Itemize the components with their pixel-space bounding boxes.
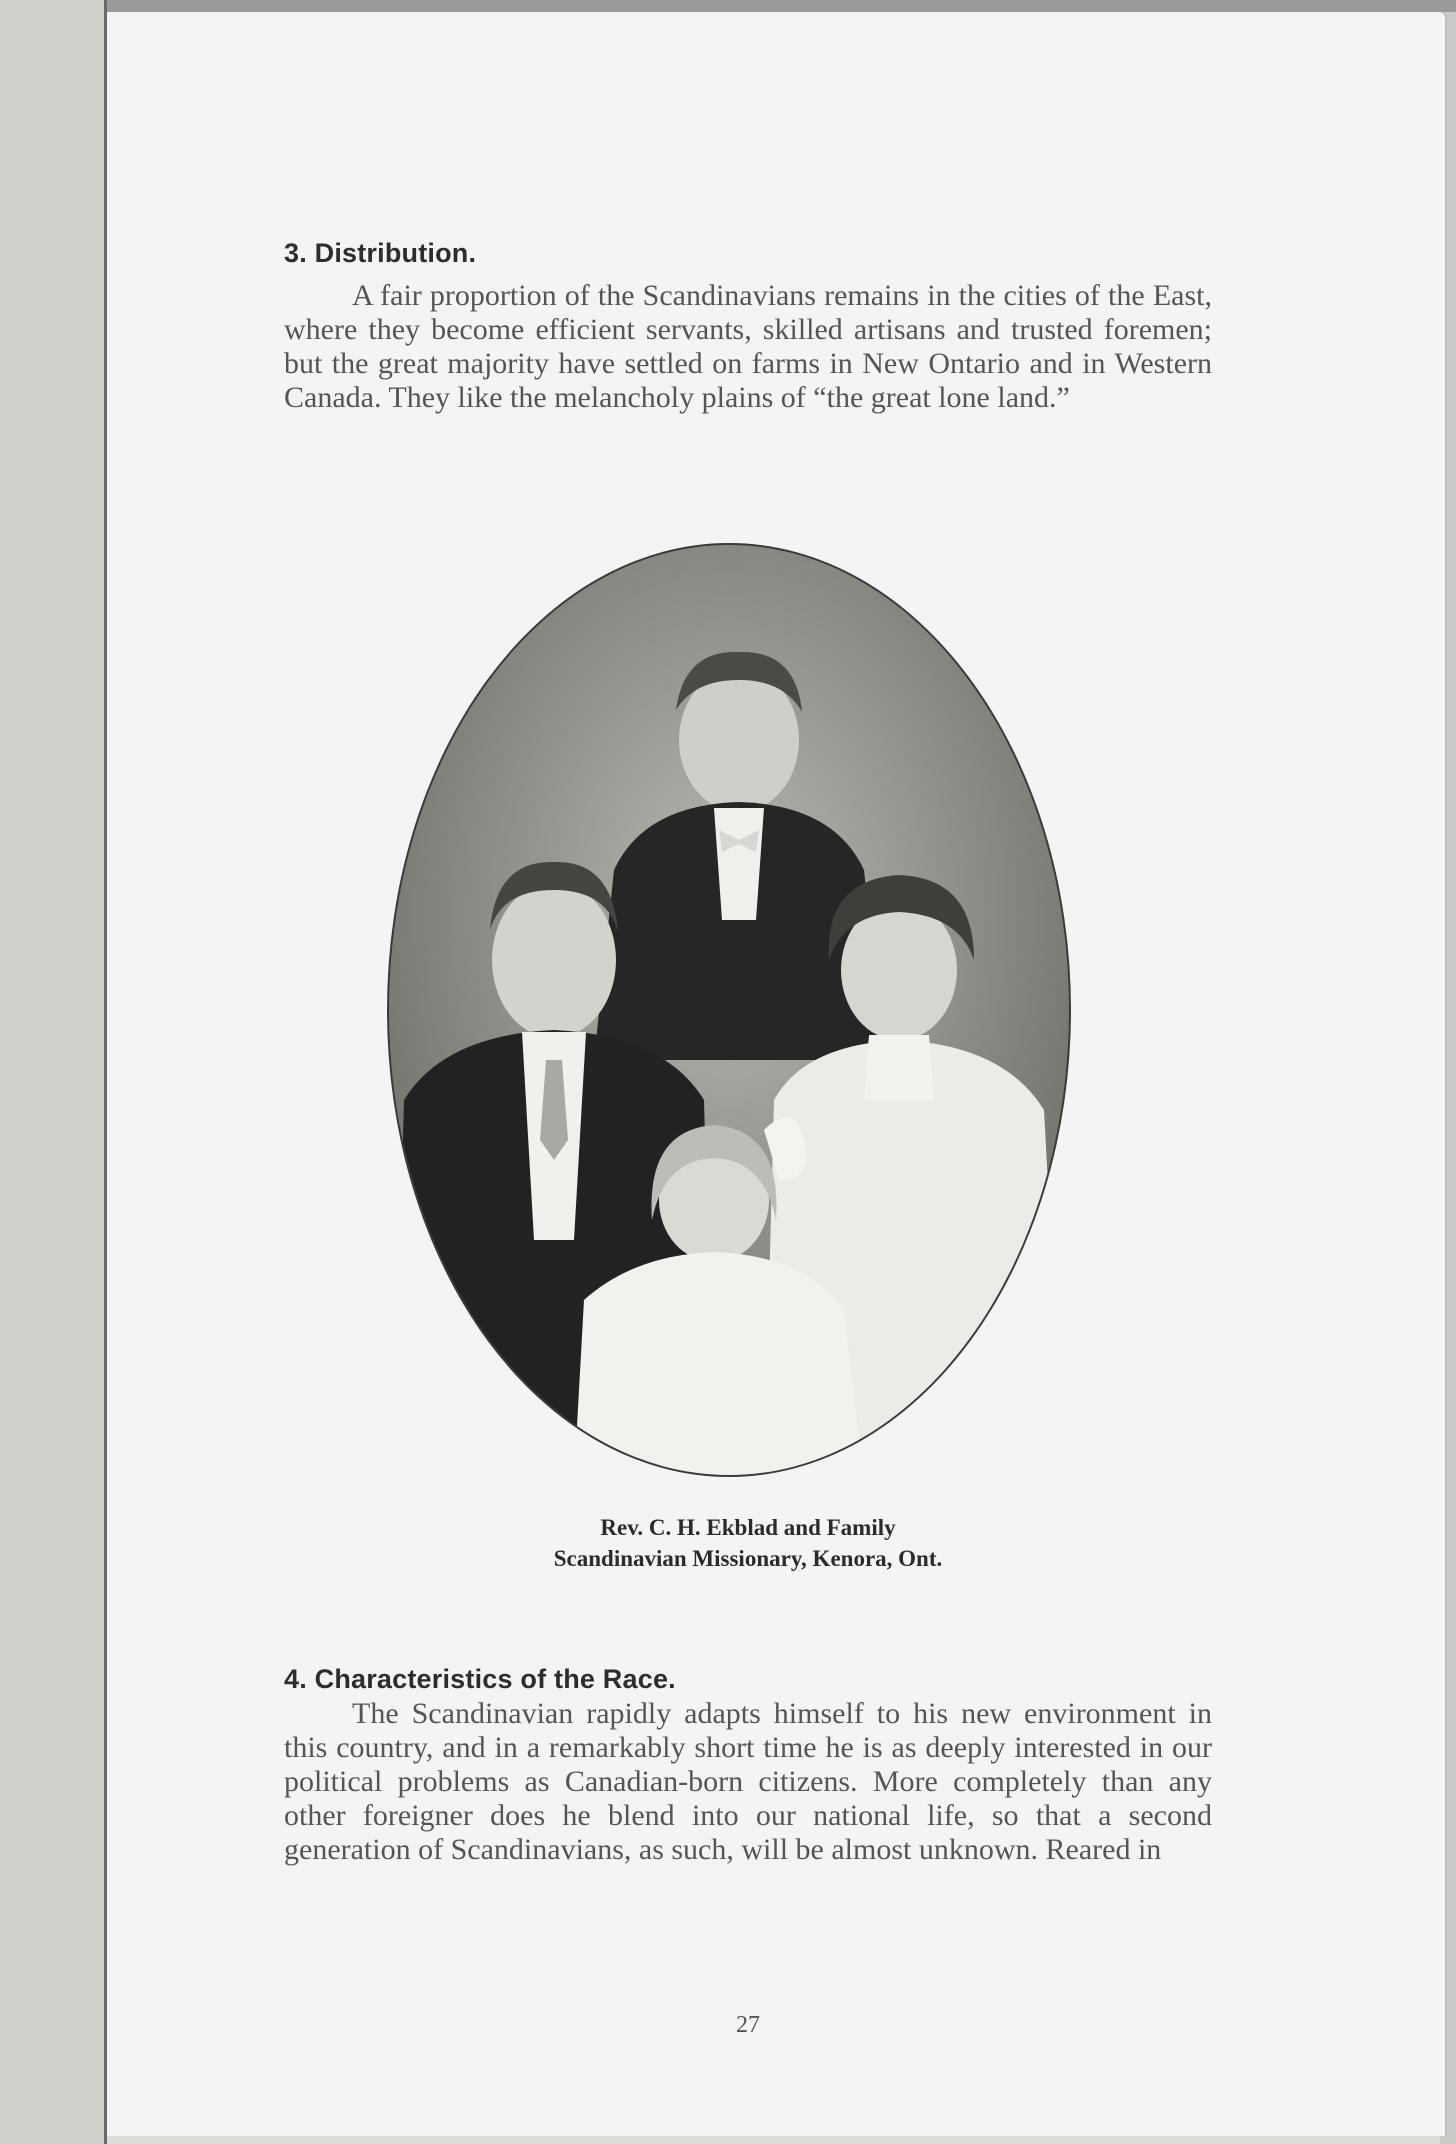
section-4-paragraph: The Scandinavian rapidly adapts himself to his new environment in this country, and in a remarkably short time he is as deeply interested in our political problems as Canadian-born citizens. More completely than any other foreigner does he blend into our national life, so that a second generation of Scandinavians, as such, will be almost unknown. Reared in	[284, 1697, 1212, 1866]
section-characteristics	[284, 1664, 1212, 1867]
section-3-paragraph: A fair proportion of the Scandinavians remains in the cities of the East, where they become efficient servants, skilled artisans and trusted foremen; but the great majority have settled on farms in New Ontario and in Western Canada. They like the melancholy plains of “the great lone land.”	[284, 279, 1212, 414]
section-4-heading: 4. Characteristics of the Race.	[284, 1664, 676, 1694]
scan-top-band	[0, 0, 1456, 12]
left-page-edge	[0, 0, 107, 2144]
section-3-heading: 3. Distribution.	[284, 238, 477, 268]
photo-caption	[284, 1512, 1212, 1574]
family-portrait	[384, 540, 1074, 1480]
photo-caption-line-2: Scandinavian Missionary, Kenora, Ont.	[553, 1546, 943, 1571]
section-distribution	[284, 238, 1212, 415]
family-portrait-image	[384, 540, 1074, 1480]
photo-caption-line-1: Rev. C. H. Ekblad and Family	[600, 1515, 896, 1540]
page-number: 27	[736, 2012, 760, 2038]
